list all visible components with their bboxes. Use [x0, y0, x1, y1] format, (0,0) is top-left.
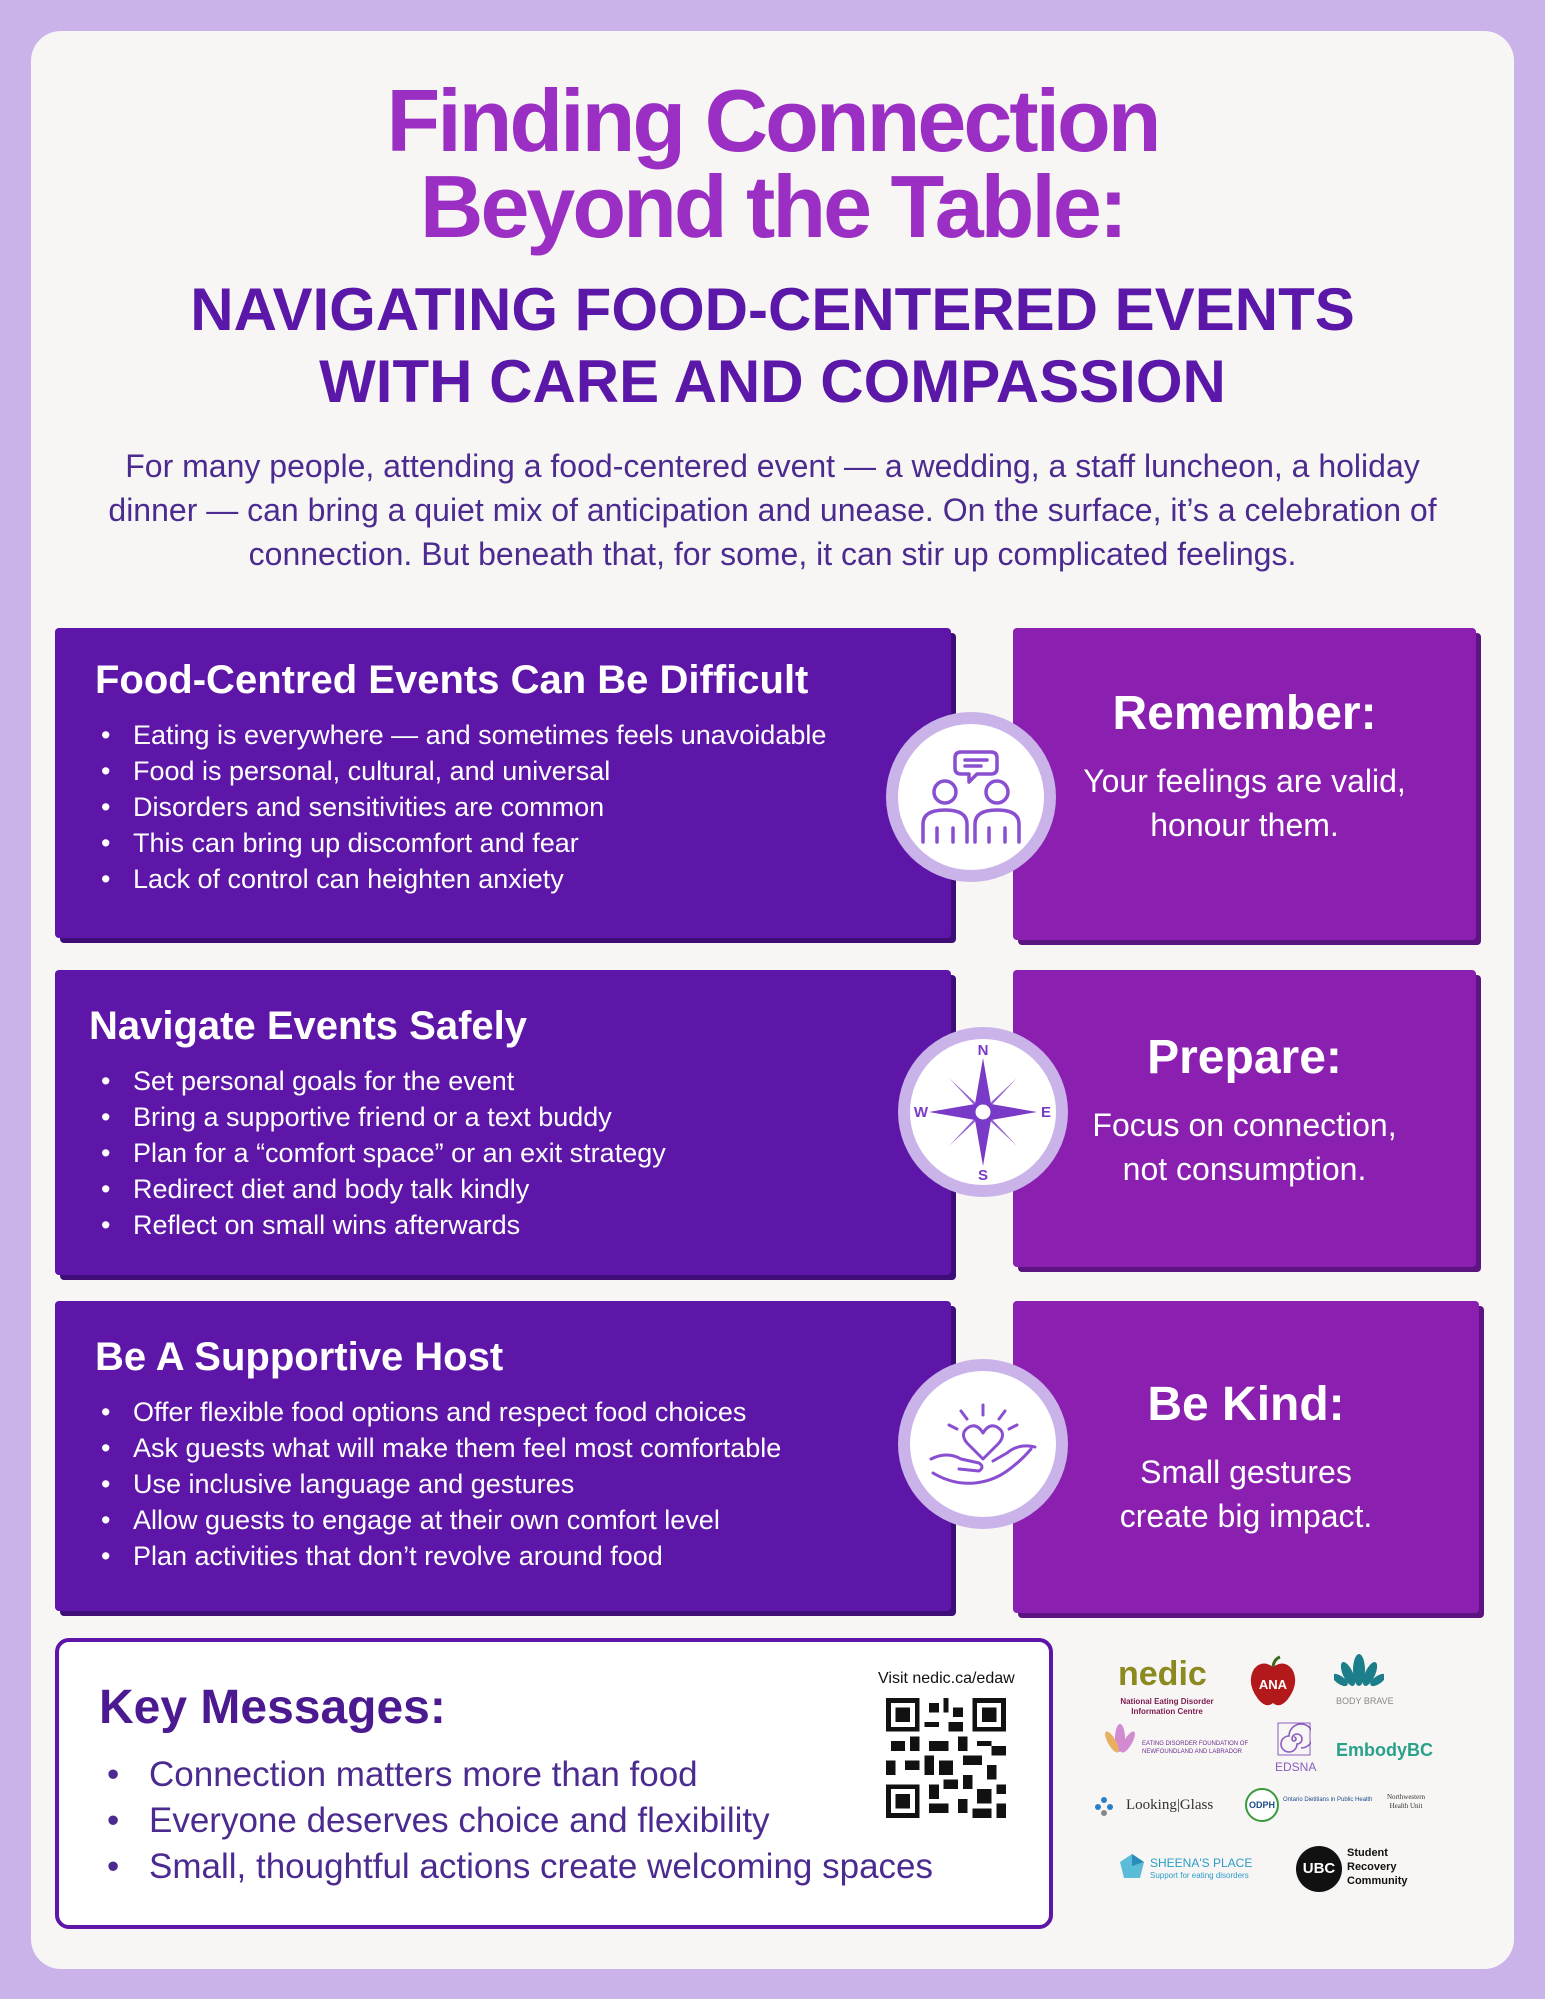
ubc-label-line: Student — [1347, 1847, 1388, 1859]
body-brave-lotus-logo — [1334, 1650, 1384, 1690]
list-item: • Everyone deserves choice and flexibility — [149, 1798, 933, 1844]
section-list — [89, 1063, 917, 1243]
heart-hands-icon — [923, 1389, 1043, 1499]
list-item: • Disorders and sensitivities are common — [133, 789, 911, 825]
side-text: Focus on connection, not consumption. — [1092, 1107, 1397, 1187]
list-item: • Redirect diet and body talk kindly — [133, 1171, 917, 1207]
list-item: • Plan for a “comfort space” or an exit strategy — [133, 1135, 917, 1171]
side-card-be-kind — [1013, 1301, 1479, 1613]
title-line-2: Beyond the Table: — [419, 157, 1126, 256]
list-item: • Food is personal, cultural, and universal — [133, 753, 911, 789]
edsna-spiral-logo — [1277, 1722, 1311, 1756]
ubc-label — [1347, 1846, 1408, 1888]
section-heading: Navigate Events Safely — [89, 1004, 527, 1048]
subtitle-line-1: NAVIGATING FOOD-CENTERED EVENTS — [190, 276, 1355, 343]
key-messages-heading: Key Messages: — [99, 1681, 446, 1734]
list-item: • Eating is everywhere — and sometimes feels unavoidable — [133, 717, 911, 753]
key-messages-list — [103, 1752, 933, 1890]
ubc-label-line: Community — [1347, 1875, 1408, 1887]
compass-east-label: E — [1040, 1104, 1052, 1121]
nedic-logo: nedic — [1118, 1655, 1207, 1693]
list-item: • Offer flexible food options and respect food choices — [133, 1394, 911, 1430]
sheenas-place-label: SHEENA'S PLACE — [1150, 1856, 1253, 1870]
edsna-label: EDSNA — [1275, 1760, 1317, 1774]
side-card-prepare — [1013, 970, 1476, 1267]
section-heading: Be A Supportive Host — [95, 1335, 504, 1379]
edfnl-label: EATING DISORDER FOUNDATION OF NEWFOUNDLAND AND LABRADOR — [1142, 1741, 1249, 1755]
list-item: • Reflect on small wins afterwards — [133, 1207, 917, 1243]
odph-logo: ODPH — [1245, 1788, 1279, 1822]
sheenas-place-logo-icon — [1118, 1852, 1146, 1880]
compass-north-label: N — [977, 1042, 989, 1059]
compass-west-label: W — [913, 1104, 929, 1121]
icon-circle — [886, 712, 1056, 882]
list-item: • Small, thoughtful actions create welcoming spaces — [149, 1844, 933, 1890]
body-brave-label: BODY BRAVE — [1336, 1696, 1394, 1706]
compass-icon — [913, 1042, 1053, 1182]
icon-circle — [898, 1359, 1068, 1529]
list-item: • Set personal goals for the event — [133, 1063, 917, 1099]
list-item: • Bring a supportive friend or a text buddy — [133, 1099, 917, 1135]
side-title: Be Kind: — [1147, 1378, 1345, 1431]
section-heading: Food-Centred Events Can Be Difficult — [95, 658, 809, 702]
section-list — [95, 1394, 911, 1574]
intro-paragraph: For many people, attending a food-centered event — a wedding, a staff luncheon, a holiday dinner — can bring a quiet mix of anticipation and unease. On the surface, it’s a celebration of connection. But beneath that, for some, it can stir up complicated feelings. — [108, 448, 1437, 572]
sheenas-place-subtitle: Support for eating disorders — [1150, 1871, 1249, 1880]
side-title: Remember: — [1112, 687, 1377, 740]
list-item: • This can bring up discomfort and fear — [133, 825, 911, 861]
qr-code-icon[interactable] — [886, 1698, 1006, 1818]
list-item: • Allow guests to engage at their own comfort level — [133, 1502, 911, 1538]
list-item: • Use inclusive language and gestures — [133, 1466, 911, 1502]
icon-circle — [898, 1027, 1068, 1197]
side-card-remember — [1013, 628, 1476, 940]
subtitle-line-2: WITH CARE AND COMPASSION — [319, 348, 1226, 415]
section-card-host — [55, 1301, 951, 1611]
page-title — [0, 71, 1545, 256]
embodybc-logo: EmbodyBC — [1336, 1740, 1434, 1760]
list-item: • Lack of control can heighten anxiety — [133, 861, 911, 897]
ana-label: ANA — [1258, 1677, 1288, 1692]
looking-glass-label: Looking|Glass — [1126, 1797, 1214, 1813]
list-item: • Connection matters more than food — [149, 1752, 933, 1798]
looking-glass-logo-icon — [1093, 1795, 1115, 1817]
side-title: Prepare: — [1147, 1031, 1342, 1084]
ana-apple-logo — [1248, 1655, 1298, 1710]
ubc-label-line: Recovery — [1347, 1861, 1397, 1873]
nedic-subtitle: National Eating Disorder Information Centre — [1120, 1697, 1214, 1716]
side-text: Small gestures create big impact. — [1119, 1454, 1373, 1534]
nhu-logo: Northwestern Health Unit — [1386, 1793, 1426, 1810]
visit-link[interactable]: Visit nedic.ca/edaw — [878, 1670, 1015, 1687]
page-subtitle — [0, 274, 1545, 418]
list-item: • Ask guests what will make them feel most comfortable — [133, 1430, 911, 1466]
edfnl-flower-logo — [1100, 1722, 1140, 1758]
section-card-difficult — [55, 628, 951, 938]
title-line-1: Finding Connection — [386, 71, 1159, 170]
people-conversation-icon — [911, 742, 1031, 852]
ubc-logo: UBC — [1296, 1846, 1342, 1892]
section-card-navigate — [55, 970, 951, 1275]
section-list — [95, 717, 911, 897]
odph-label: Ontario Dietitians in Public Health — [1283, 1797, 1373, 1803]
compass-south-label: S — [977, 1167, 989, 1182]
list-item: • Plan activities that don’t revolve around food — [133, 1538, 911, 1574]
side-text: Your feelings are valid, honour them. — [1083, 763, 1406, 843]
